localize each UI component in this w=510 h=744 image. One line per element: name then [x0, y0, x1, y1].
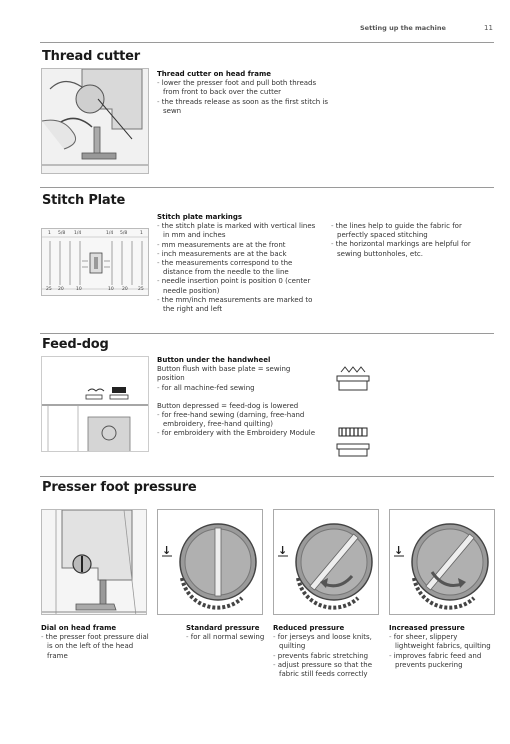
thread-cutter-heading: Thread cutter on head frame [157, 70, 271, 78]
stitch-plate-heading: Stitch plate markings [157, 213, 243, 221]
presser-col-reduced [273, 624, 373, 679]
list-item: - the lines help to guide the fabric for perfectly spaced stitching [331, 222, 493, 240]
list-item: - the stitch plate is marked with vertical lines in mm and inches [157, 222, 322, 240]
standard-pressure-dial [157, 509, 263, 615]
plate-label: 1/4 [106, 231, 114, 236]
list-item: - needle insertion point is position 0 (center needle position) [157, 277, 322, 295]
presser-col-heading: Dial on head frame [41, 624, 117, 632]
feed-dog-raised-icon [333, 362, 373, 394]
section-divider [40, 42, 494, 43]
increased-pressure-dial [389, 509, 495, 615]
list-item: - improves fabric feed and prevents puckering [389, 652, 493, 670]
presser-col-heading: Increased pressure [389, 624, 465, 632]
feed-dog-line-1: Button flush with base plate = sewing position [157, 365, 291, 383]
list-item: - for all normal sewing [186, 633, 266, 642]
list-item: - prevents fabric stretching [273, 652, 373, 661]
section-title-feed-dog: Feed-dog [42, 337, 109, 352]
plate-label: 20 [122, 287, 128, 292]
section-title-presser-foot-pressure: Presser foot pressure [42, 480, 197, 495]
list-item: - lower the presser foot and pull both threads from front to back over the cutter [157, 79, 332, 97]
list-item: - for sheer, slippery lightweight fabrics, quilting [389, 633, 493, 651]
presser-col-head-frame [41, 624, 149, 661]
plate-label: 1 [140, 231, 143, 236]
list-item: - for jerseys and loose knits, quilting [273, 633, 373, 651]
plate-label: 1/4 [74, 231, 82, 236]
stitch-plate-illustration [41, 228, 149, 296]
plate-label: 10 [108, 287, 114, 292]
plate-label: 20 [58, 287, 64, 292]
section-title-stitch-plate: Stitch Plate [42, 193, 126, 208]
list-item: - adjust pressure so that the fabric still feeds correctly [273, 661, 373, 679]
running-header: Setting up the machine [360, 24, 446, 32]
feed-dog-illustration [41, 356, 149, 452]
list-item: - for all machine-fed sewing [157, 384, 317, 393]
presser-col-heading: Reduced pressure [273, 624, 345, 632]
list-item: - for embroidery with the Embroidery Module [157, 429, 317, 438]
plate-label: 5/8 [120, 231, 128, 236]
plate-label: 5/8 [58, 231, 66, 236]
section-divider [40, 333, 494, 334]
feed-dog-line-2: Button depressed = feed-dog is lowered [157, 401, 299, 410]
presser-col-increased [389, 624, 493, 670]
presser-col-heading: Standard pressure [186, 624, 260, 632]
list-item: - the horizontal markings are helpful for sewing buttonholes, etc. [331, 240, 493, 258]
page-number: 11 [484, 24, 493, 32]
plate-label: 10 [76, 287, 82, 292]
section-divider [40, 476, 494, 477]
list-item: - for free-hand sewing (darning, free-hand embroidery, free-hand quilting) [157, 411, 317, 429]
reduced-pressure-dial [273, 509, 379, 615]
list-item: - mm measurements are at the front [157, 241, 322, 250]
head-frame-illustration [41, 509, 147, 615]
plate-label: 25 [138, 287, 144, 292]
list-item: - the measurements correspond to the distance from the needle to the line [157, 259, 322, 277]
list-item: - the mm/inch measurements are marked to the right and left [157, 296, 322, 314]
plate-label: 25 [46, 287, 52, 292]
feed-dog-lowered-icon [333, 422, 373, 458]
presser-col-standard [186, 624, 266, 642]
section-title-thread-cutter: Thread cutter [42, 49, 140, 64]
list-item: - the threads release as soon as the first stitch is sewn [157, 98, 332, 116]
svg-text:↓: ↓ [162, 544, 172, 557]
feed-dog-heading: Button under the handwheel [157, 356, 271, 364]
plate-label: 1 [48, 231, 51, 236]
section-divider [40, 187, 494, 188]
list-item: - the presser foot pressure dial is on the left of the head frame [41, 633, 149, 661]
svg-text:↓: ↓ [278, 544, 288, 557]
svg-text:↓: ↓ [394, 544, 404, 557]
thread-cutter-illustration [41, 68, 149, 174]
list-item: - inch measurements are at the back [157, 250, 322, 259]
